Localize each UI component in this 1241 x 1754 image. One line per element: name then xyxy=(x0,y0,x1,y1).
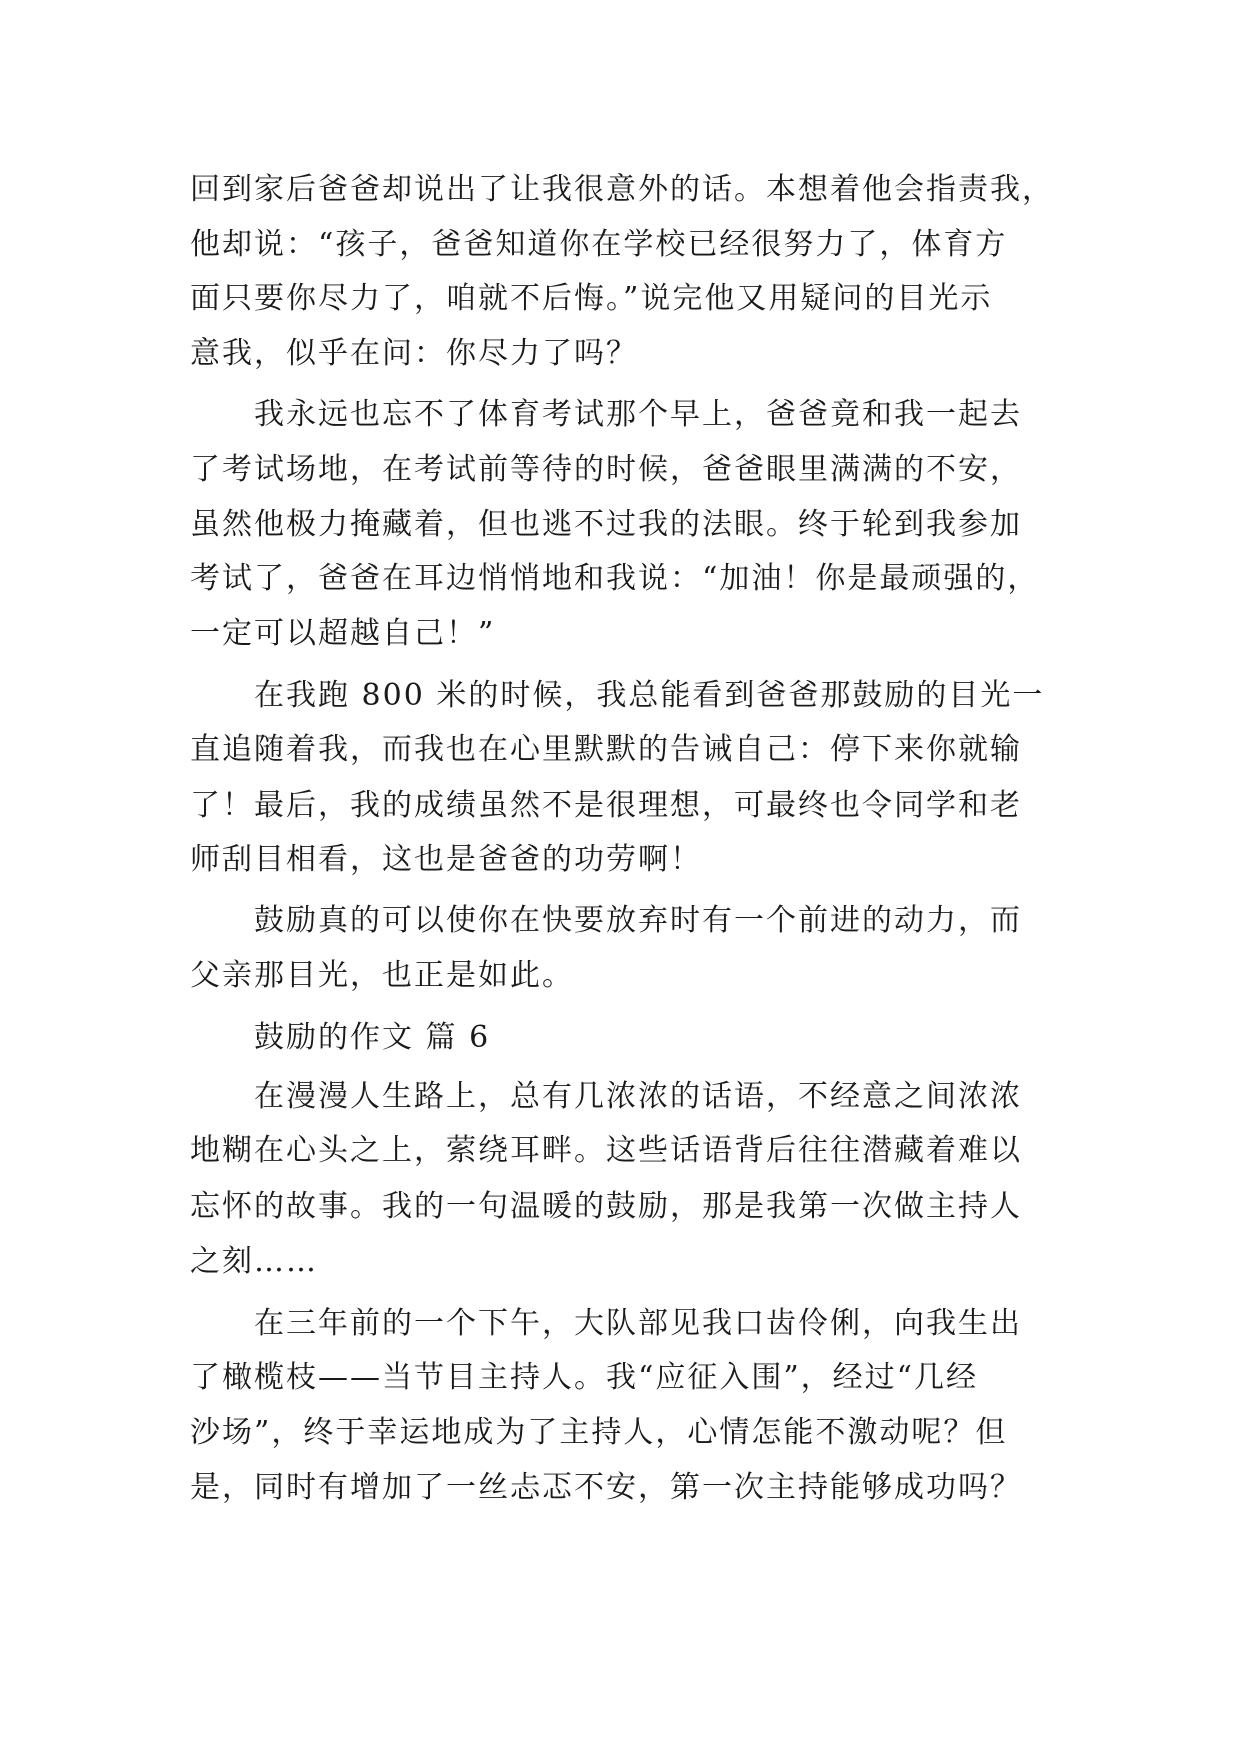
text-line: 了橄榄枝——当节目主持人。我“应征入围”，经过“几经 xyxy=(190,1360,979,1395)
text-line: 沙场”，终于幸运地成为了主持人，心情怎能不激动呢？但 xyxy=(190,1415,1008,1450)
text-line: 他却说：“孩子，爸爸知道你在学校已经很努力了，体育方 xyxy=(190,227,1008,262)
text-line: 了！最后，我的成绩虽然不是很理想，可最终也令同学和老 xyxy=(190,788,1022,823)
text-line: 虽然他极力掩藏着，但也逃不过我的法眼。终于轮到我参加 xyxy=(190,507,1022,542)
text-line: 鼓励真的可以使你在快要放弃时有一个前进的动力，而 xyxy=(254,903,1022,938)
text-line: 回到家后爸爸却说出了让我很意外的话。本想着他会指责我， xyxy=(190,172,1054,207)
text-line: 了考试场地，在考试前等待的时候，爸爸眼里满满的不安， xyxy=(190,452,1022,487)
text-line: 面只要你尽力了，咱就不后悔。”说完他又用疑问的目光示 xyxy=(190,281,993,316)
text-line: 考试了，爸爸在耳边悄悄地和我说：“加油！你是最顽强的， xyxy=(190,561,1040,596)
text-line: 师刮目相看，这也是爸爸的功劳啊！ xyxy=(190,842,702,877)
section-heading: 鼓励的作文 篇 6 xyxy=(254,1020,491,1055)
text-line: 地糊在心头之上，萦绕耳畔。这些话语背后往往潜藏着难以 xyxy=(190,1133,1022,1168)
text-line: 之刻…… xyxy=(190,1244,318,1279)
text-line: 意我，似乎在问：你尽力了吗？ xyxy=(190,336,638,371)
text-line: 父亲那目光，也正是如此。 xyxy=(190,958,574,993)
text-line: 在我跑 800 米的时候，我总能看到爸爸那鼓励的目光一 xyxy=(254,678,1045,713)
text-line: 在漫漫人生路上，总有几浓浓的话语，不经意之间浓浓 xyxy=(254,1079,1022,1114)
text-line: 我永远也忘不了体育考试那个早上，爸爸竟和我一起去 xyxy=(254,397,1022,432)
text-line: 忘怀的故事。我的一句温暖的鼓励，那是我第一次做主持人 xyxy=(190,1189,1022,1224)
text-line: 是，同时有增加了一丝忐忑不安，第一次主持能够成功吗？ xyxy=(190,1470,1022,1505)
text-line: 在三年前的一个下午，大队部见我口齿伶俐，向我生出 xyxy=(254,1306,1022,1341)
text-line: 直追随着我，而我也在心里默默的告诫自己：停下来你就输 xyxy=(190,732,1022,767)
text-line: 一定可以超越自己！” xyxy=(190,616,496,651)
